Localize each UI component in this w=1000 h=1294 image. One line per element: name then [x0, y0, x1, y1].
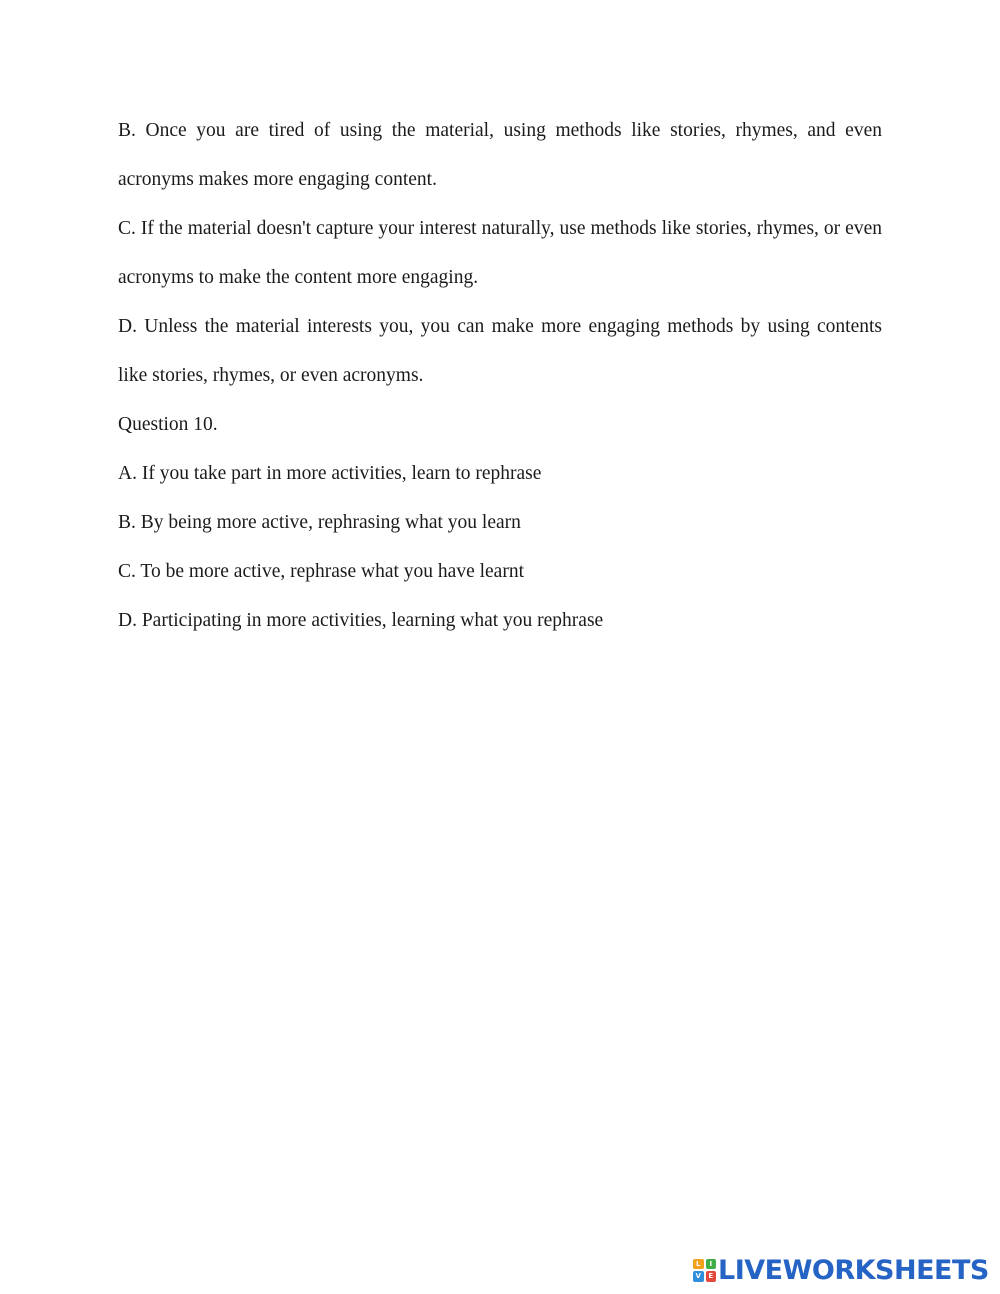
option-a-text: A. If you take part in more activities, learn to rephrase: [118, 463, 542, 484]
logo-letter: L: [693, 1259, 704, 1270]
option-d-text: D. Unless the material interests you, you can make more engaging methods by using contents like stories, rhymes, or even acronyms.: [118, 316, 882, 386]
question-heading: Question 10.: [118, 414, 218, 435]
logo-letter: V: [693, 1271, 704, 1282]
option-c-text: C. To be more active, rephrase what you have learnt: [118, 561, 524, 582]
option-d-text: D. Participating in more activities, learning what you rephrase: [118, 610, 604, 631]
brand-name: LIVEWORKSHEETS: [718, 1254, 989, 1286]
liveworksheets-brand: [693, 1254, 989, 1286]
option-b-text: B. Once you are tired of using the material, using methods like stories, rhymes, and even acronyms makes more engaging content.: [118, 120, 882, 190]
worksheet-content: [118, 106, 882, 645]
liveworksheets-logo-icon: [693, 1259, 716, 1282]
logo-letter: E: [706, 1271, 717, 1282]
option-c-text: C. If the material doesn't capture your interest naturally, use methods like stories, rhymes, or even acronyms to make the content more engaging.: [118, 218, 882, 288]
option-b-text: B. By being more active, rephrasing what you learn: [118, 512, 521, 533]
logo-letter: I: [706, 1259, 717, 1270]
